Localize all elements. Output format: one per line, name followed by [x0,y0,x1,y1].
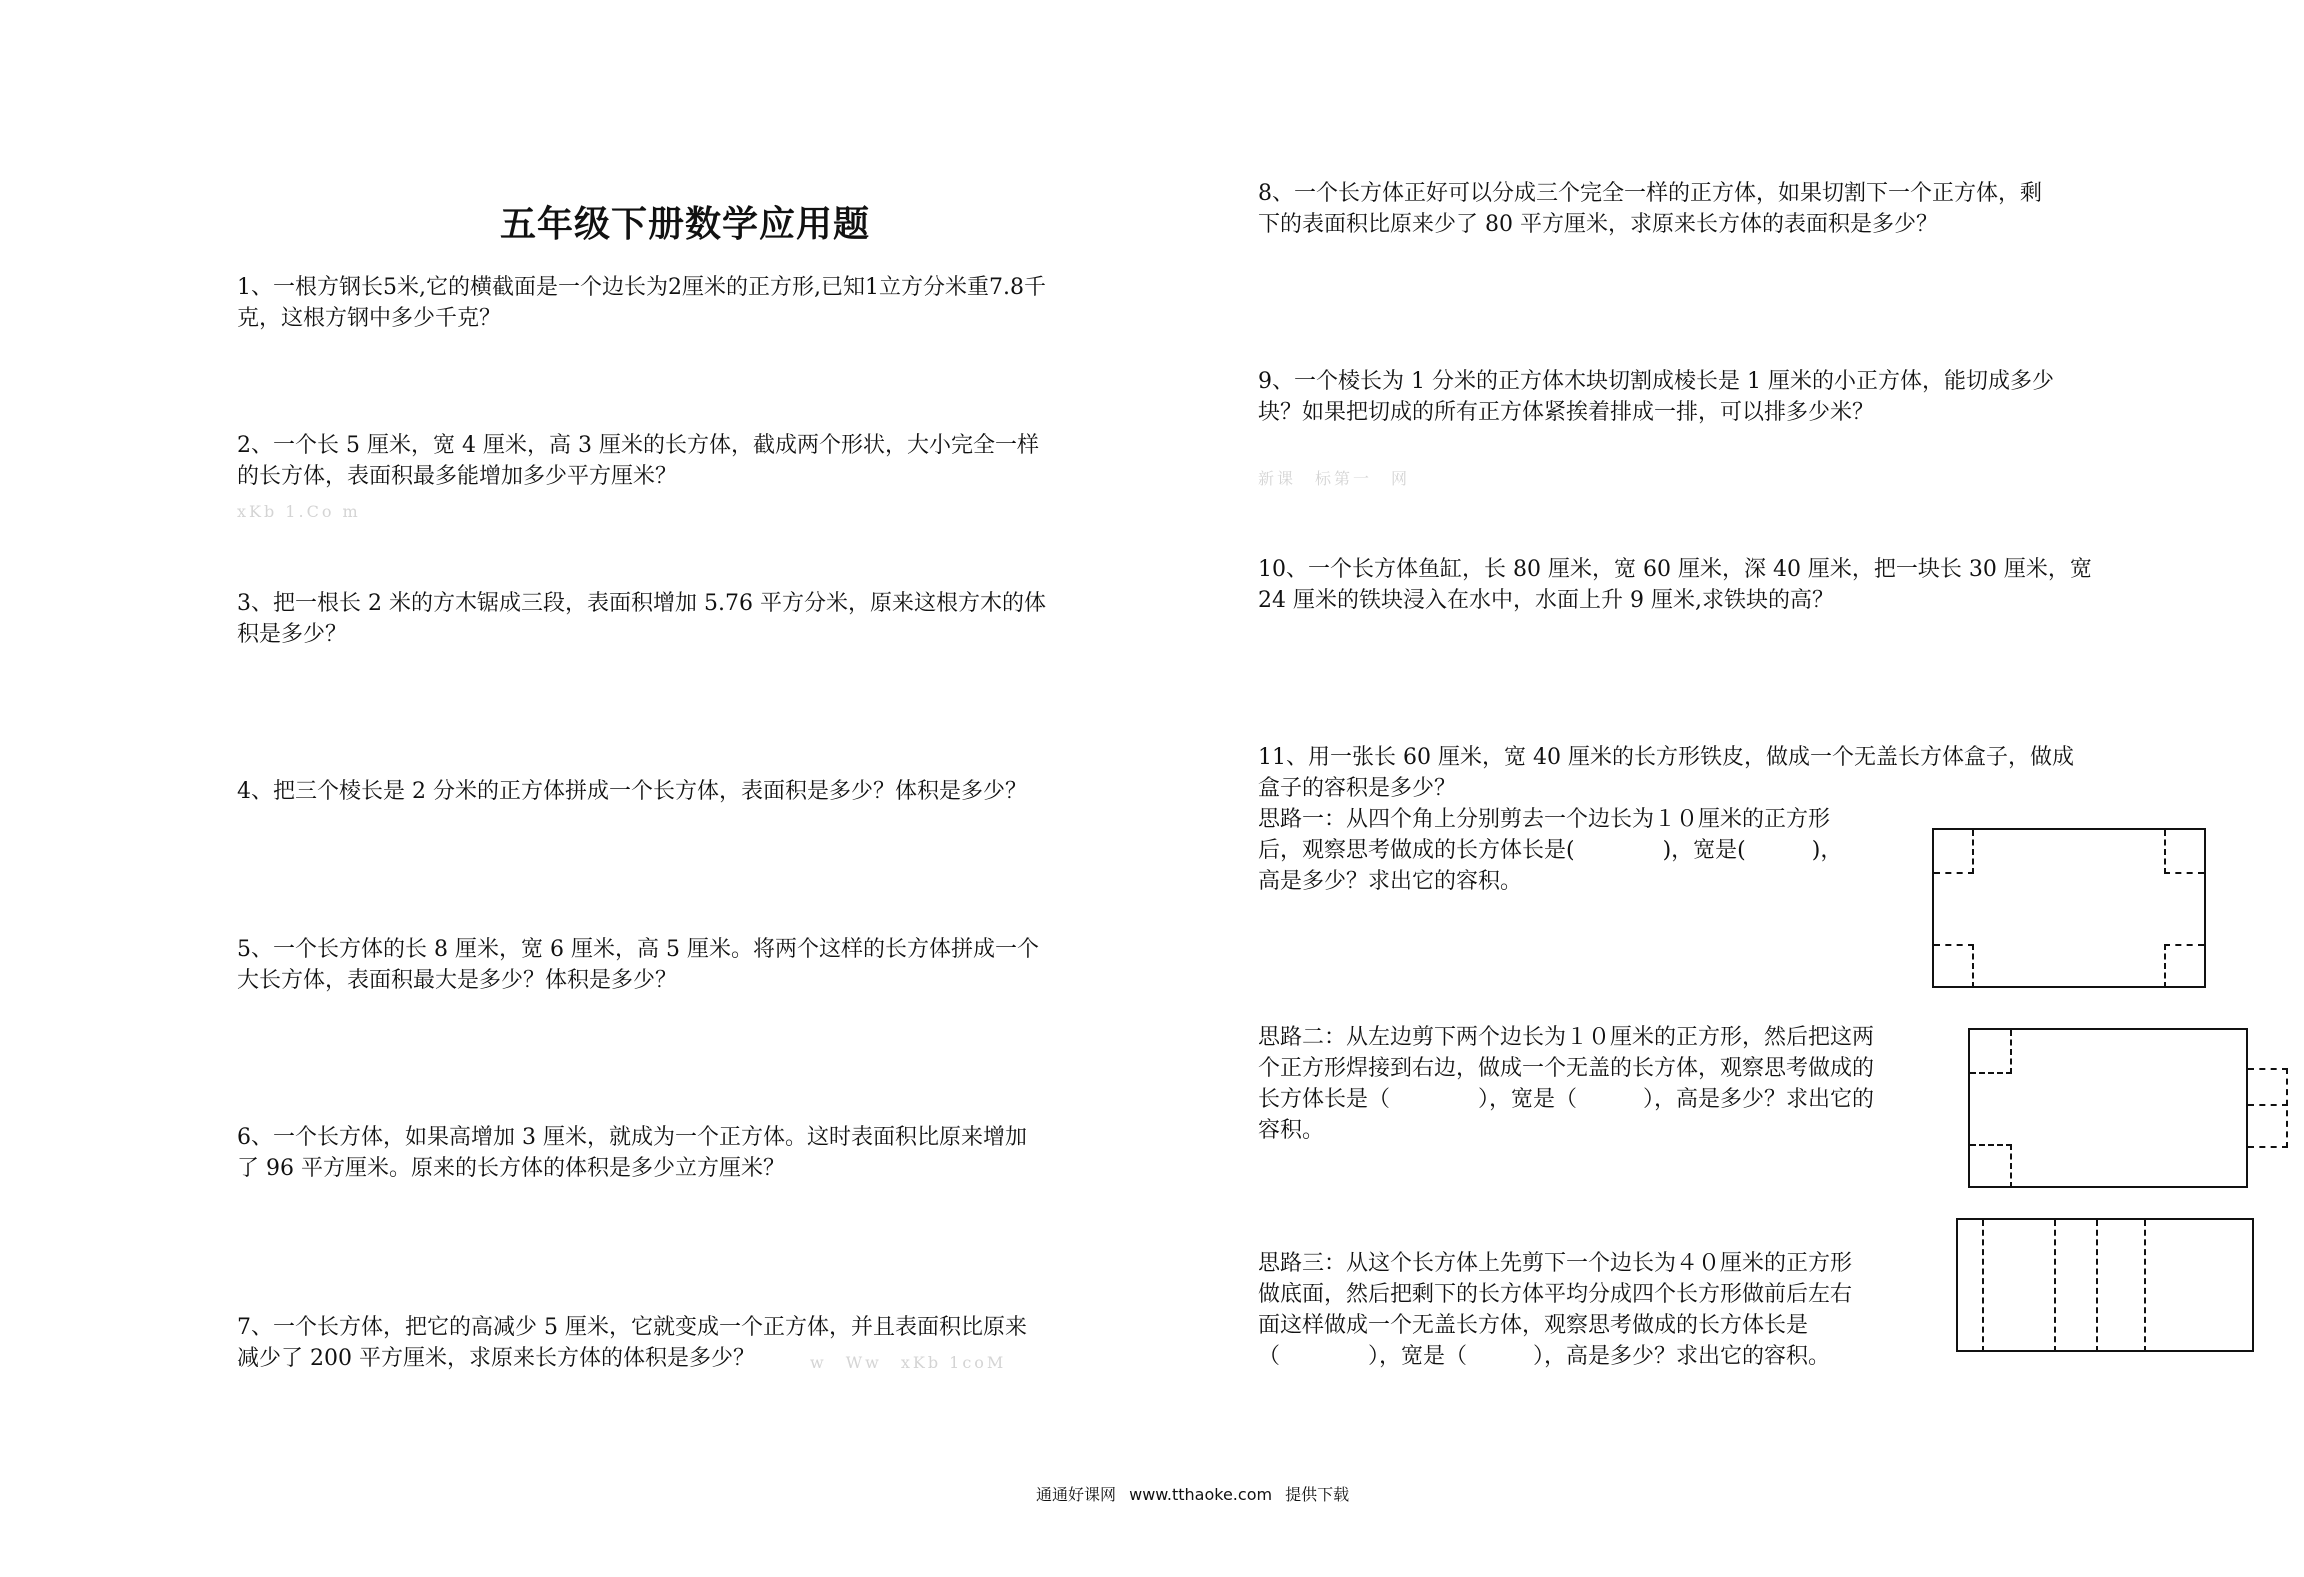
approach-2 [1258,1022,1874,1146]
question-line: 24 厘米的铁块浸入在水中，水面上升 9 厘米,求铁块的高？ [1258,588,1834,613]
question-line: 5、一个长方体的长 8 厘米，宽 6 厘米，高 5 厘米。将两个这样的长方体拼成一个 [237,937,1039,962]
approach-line: 思路二：从左边剪下两个边长为１０厘米的正方形，然后把这两 [1258,1025,1875,1050]
question-line: 块？如果把切成的所有正方体紧挨着排成一排，可以排多少米？ [1258,400,1875,425]
question-line: 1、一根方钢长5米,它的横截面是一个边长为2厘米的正方形,已知1立方分米重7.8千 [237,275,1046,300]
question-line: 积是多少？ [237,622,348,647]
page-title: 五年级下册数学应用题 [500,203,871,245]
question-8 [1258,178,2042,240]
approach-line: 长方体长是（ ），宽是（ ），高是多少？求出它的 [1258,1087,1875,1112]
question-10 [1258,554,2092,616]
dash-line [2164,830,2166,874]
question-line: 减少了 200 平方厘米，求原来长方体的体积是多少？ [237,1346,755,1371]
approach-line: 做底面，然后把剩下的长方体平均分成四个长方形做前后左右 [1258,1282,1853,1307]
question-9 [1258,366,2054,428]
dash-line [1982,1220,1984,1352]
dash-line [2164,944,2166,988]
question-11 [1258,742,2074,804]
diagram-move-cuts [1968,1028,2248,1188]
footer [1036,1482,1357,1505]
approach-line: 面这样做成一个无盖长方体，观察思考做成的长方体长是 [1258,1313,1809,1338]
dash-line [2164,944,2204,946]
dash-line [2286,1068,2288,1148]
watermark: 新课 标第一 网 [1258,469,1411,488]
approach-line: 高是多少？求出它的容积。 [1258,869,1523,894]
question-line: 9、一个棱长为 1 分米的正方体木块切割成棱长是 1 厘米的小正方体，能切成多少 [1258,369,2054,394]
approach-line: 容积。 [1258,1118,1325,1143]
question-line: 克，这根方钢中多少千克？ [237,306,502,331]
question-line: 8、一个长方体正好可以分成三个完全一样的正方体，如果切割下一个正方体，剩 [1258,181,2042,206]
dash-line [2248,1068,2288,1070]
dash-line [2096,1220,2098,1352]
question-line: 3、把一根长 2 米的方木锯成三段，表面积增加 5.76 平方分米，原来这根方木的体 [237,591,1046,616]
approach-line: 后，观察思考做成的长方体长是( )，宽是( )， [1258,838,1843,863]
dash-line [1970,1144,2012,1146]
dash-line [2054,1220,2056,1352]
question-line: 的长方体，表面积最多能增加多少平方厘米？ [237,464,678,489]
question-6 [237,1122,1027,1184]
dash-line [2164,872,2204,874]
dash-line [2010,1144,2012,1188]
dash-line [2248,1146,2288,1148]
question-5 [237,934,1039,996]
dash-line [1934,872,1974,874]
question-1 [237,272,1046,334]
question-2 [237,430,1039,492]
dash-line [2010,1030,2012,1074]
question-line: 7、一个长方体，把它的高减少 5 厘米，它就变成一个正方体，并且表面积比原来 [237,1315,1027,1340]
watermark: w Ww xKb 1coM [810,1353,1007,1372]
approach-line: 思路三：从这个长方体上先剪下一个边长为４０厘米的正方形 [1258,1251,1853,1276]
dash-line [1934,944,1974,946]
question-line: 10、一个长方体鱼缸，长 80 厘米，宽 60 厘米，深 40 厘米，把一块长 30 厘米，宽 [1258,557,2092,582]
question-line: 了 96 平方厘米。原来的长方体的体积是多少立方厘米？ [237,1156,785,1181]
approach-line: （ ），宽是（ ），高是多少？求出它的容积。 [1258,1344,1831,1369]
question-line: 4、把三个棱长是 2 分米的正方体拼成一个长方体，表面积是多少？体积是多少？ [237,779,1027,804]
watermark: xKb 1.Co m [237,502,361,521]
question-line: 11、用一张长 60 厘米，宽 40 厘米的长方形铁皮，做成一个无盖长方体盒子，做成 [1258,745,2074,770]
footer-note: 提供下载 [1285,1485,1350,1504]
diagram-corner-cuts [1932,828,2206,988]
question-line: 下的表面积比原来少了 80 平方厘米，求原来长方体的表面积是多少？ [1258,212,1938,237]
question-line: 盒子的容积是多少？ [1258,776,1457,801]
footer-url[interactable]: www.tthaoke.com [1129,1485,1273,1504]
approach-1 [1258,804,1842,897]
dash-line [1972,830,1974,874]
approach-line: 个正方形焊接到右边，做成一个无盖的长方体，观察思考做成的 [1258,1056,1875,1081]
question-line: 大长方体，表面积最大是多少？体积是多少？ [237,968,678,993]
question-line: 6、一个长方体，如果高增加 3 厘米，就成为一个正方体。这时表面积比原来增加 [237,1125,1027,1150]
footer-site-name: 通通好课网 [1036,1485,1117,1504]
dash-line [1970,1072,2012,1074]
question-3 [237,588,1046,650]
dash-line [2144,1220,2146,1352]
dash-line [2248,1104,2288,1106]
dash-line [1972,944,1974,988]
approach-3 [1258,1248,1852,1372]
diagram-square-strips [1956,1218,2254,1352]
question-line: 2、一个长 5 厘米，宽 4 厘米，高 3 厘米的长方体，截成两个形状，大小完全一样 [237,433,1039,458]
approach-line: 思路一：从四个角上分别剪去一个边长为１０厘米的正方形 [1258,807,1831,832]
question-4 [237,776,1027,807]
